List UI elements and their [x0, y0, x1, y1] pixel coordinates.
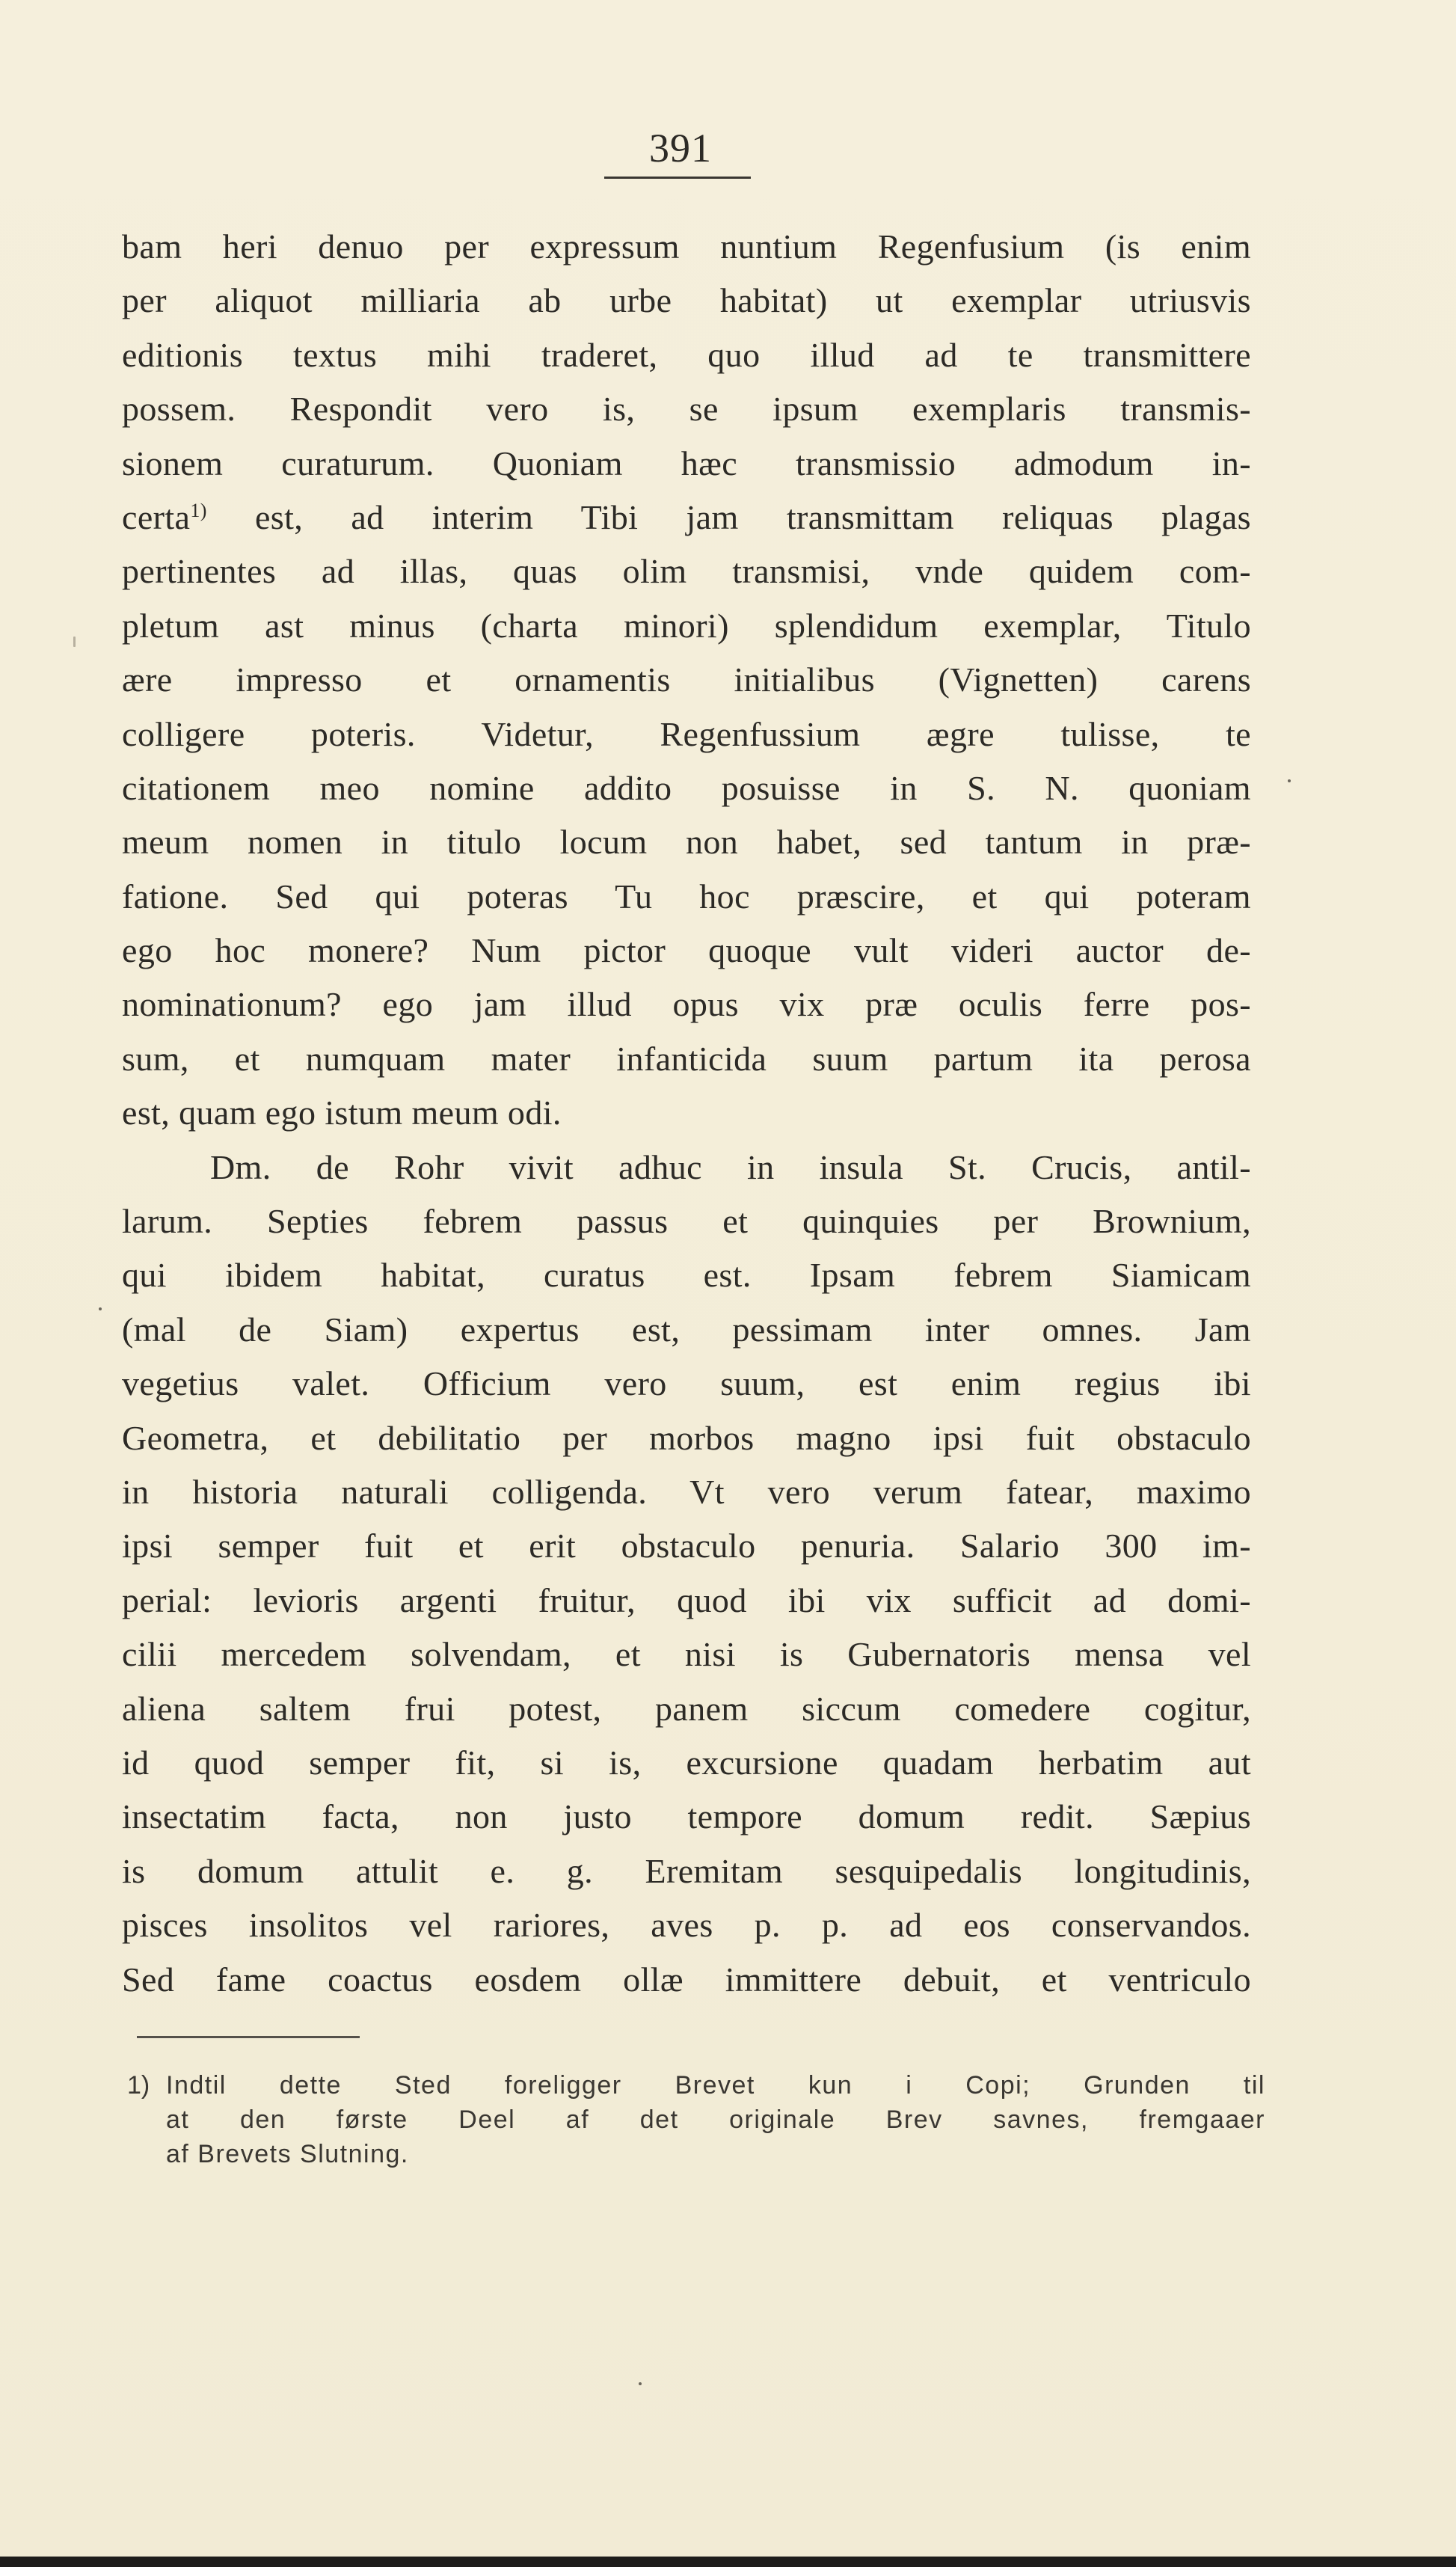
footnote-line: at den første Deel af det originale Brev savnes, fremgaaer	[166, 2106, 1265, 2134]
text-line: pertinentes ad illas, quas olim transmisi, vnde quidem com-	[122, 552, 1251, 591]
text-line: nominationum? ego jam illud opus vix præ oculis ferre pos-	[122, 985, 1251, 1024]
text-line: pletum ast minus (charta minori) splendidum exemplar, Titulo	[122, 606, 1251, 645]
text-line: bam heri denuo per expressum nuntium Regenfusium (is enim	[122, 227, 1251, 266]
paper-speck	[1288, 779, 1291, 782]
text-fragment: est, ad interim Tibi jam transmittam reliquas plagas	[254, 497, 1251, 536]
text-line: id quod semper fit, si is, excursione quadam herbatim aut	[122, 1743, 1251, 1782]
text-line: in historia naturali colligenda. Vt vero verum fatear, maximo	[122, 1472, 1251, 1511]
text-fragment: certa	[122, 497, 191, 536]
main-text	[122, 220, 1251, 2007]
text-line: ipsi semper fuit et erit obstaculo penuria. Salario 300 im-	[122, 1527, 1251, 1565]
text-line: is domum attulit e. g. Eremitam sesquipedalis longitudinis,	[122, 1851, 1251, 1890]
text-line: est, quam ego istum meum odi.	[122, 1094, 562, 1132]
footnote	[127, 2068, 1265, 2171]
text-line: fatione. Sed qui poteras Tu hoc præscire, et qui poteram	[122, 877, 1251, 916]
text-line: (mal de Siam) expertus est, pessimam inter omnes. Jam	[122, 1310, 1251, 1349]
page-number: 391	[649, 126, 712, 171]
footnote-reference[interactable]: 1)	[190, 499, 207, 521]
footnote-line: af Brevets Slutning.	[166, 2140, 409, 2168]
page-number-underline	[604, 177, 751, 179]
text-line: ego hoc monere? Num pictor quoque vult videri auctor de-	[122, 931, 1251, 970]
text-line: aliena saltem frui potest, panem siccum comedere cogitur,	[122, 1689, 1251, 1728]
paper-mark	[73, 637, 76, 647]
text-line: qui ibidem habitat, curatus est. Ipsam febrem Siamicam	[122, 1256, 1251, 1295]
text-line: sum, et numquam mater infanticida suum partum ita perosa	[122, 1039, 1251, 1078]
text-line: colligere poteris. Videtur, Regenfussium ægre tulisse, te	[122, 714, 1251, 753]
footnote-marker: 1)	[127, 2071, 150, 2100]
paper-speck	[639, 2382, 642, 2385]
text-line: Sed fame coactus eosdem ollæ immittere debuit, et ventriculo	[122, 1960, 1251, 1999]
paragraph-start-line: Dm. de Rohr vivit adhuc in insula St. Crucis, antil-	[210, 1147, 1251, 1186]
text-line: perial: levioris argenti fruitur, quod ibi vix sufficit ad domi-	[122, 1580, 1251, 1619]
text-line: ære impresso et ornamentis initialibus (Vignetten) carens	[122, 660, 1251, 699]
text-line: possem. Respondit vero is, se ipsum exemplaris transmis-	[122, 390, 1251, 429]
text-line: vegetius valet. Officium vero suum, est enim regius ibi	[122, 1364, 1251, 1403]
footnote-separator	[137, 2036, 360, 2038]
text-line: pisces insolitos vel rariores, aves p. p. ad eos conservandos.	[122, 1906, 1251, 1945]
footnote-line: Indtil dette Sted foreligger Brevet kun i Copi; Grunden til	[166, 2071, 1265, 2100]
text-line: cilii mercedem solvendam, et nisi is Gubernatoris mensa vel	[122, 1635, 1251, 1674]
scan-edge	[0, 2557, 1456, 2567]
text-line: sionem curaturum. Quoniam hæc transmissio admodum in-	[122, 444, 1251, 482]
paper-speck	[99, 1307, 102, 1310]
text-line: insectatim facta, non justo tempore domum redit. Sæpius	[122, 1797, 1251, 1836]
text-line: Geometra, et debilitatio per morbos magno ipsi fuit obstaculo	[122, 1418, 1251, 1457]
text-line: meum nomen in titulo locum non habet, sed tantum in præ-	[122, 823, 1251, 862]
text-line: larum. Septies febrem passus et quinquies per Brownium,	[122, 1202, 1251, 1241]
text-line: editionis textus mihi traderet, quo illud ad te transmittere	[122, 335, 1251, 374]
text-line: citationem meo nomine addito posuisse in S. N. quoniam	[122, 768, 1251, 807]
text-line: per aliquot milliaria ab urbe habitat) ut exemplar utriusvis	[122, 281, 1251, 320]
text-line-with-footnote-ref	[122, 491, 1251, 545]
